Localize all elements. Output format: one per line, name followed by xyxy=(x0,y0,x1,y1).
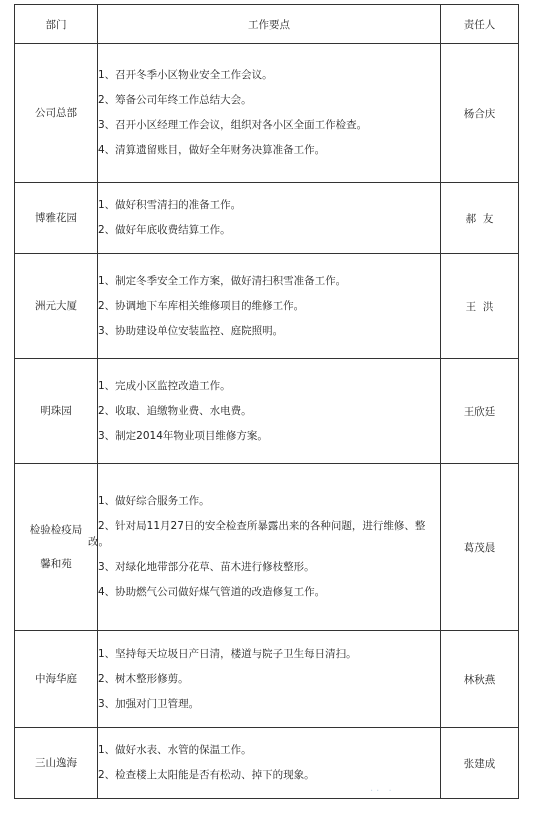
faint-watermark: ·· · xyxy=(370,786,395,797)
dept-cell xyxy=(15,254,98,359)
task-item: 1、做好积雪清扫的准备工作。 xyxy=(98,199,242,211)
task-item: 2、树木整形修剪。 xyxy=(98,672,189,685)
owner-cell: 郝 友 xyxy=(441,183,519,254)
dept-cell xyxy=(15,183,98,254)
dept-cell xyxy=(15,631,98,728)
tasks-cell xyxy=(98,183,441,254)
dept-name: 明珠园 xyxy=(40,405,72,417)
header-row xyxy=(15,5,519,44)
owner-cell: 王 洪 xyxy=(441,254,519,359)
tasks-cell xyxy=(88,464,441,631)
task-item: 2、筹备公司年终工作总结大会。 xyxy=(98,94,252,106)
table-row xyxy=(15,728,519,799)
task-item: 1、坚持每天垃圾日产日清，楼道与院子卫生每日清扫。 xyxy=(98,647,357,660)
dept-cell xyxy=(15,359,98,464)
task-item: 4、清算遗留账目，做好全年财务决算准备工作。 xyxy=(98,144,326,156)
task-item: 1、召开冬季小区物业安全工作会议。 xyxy=(98,69,273,81)
table-row xyxy=(15,254,519,359)
dept-name: 洲元大厦 xyxy=(35,300,77,312)
task-item: 2、针对局11月27日的安全检查所暴露出来的各种问题，进行维修、整改。 xyxy=(88,520,426,548)
tasks-cell xyxy=(98,44,441,183)
task-item: 2、收取、追缴物业费、水电费。 xyxy=(98,404,252,417)
owner-cell: 葛茂晨 xyxy=(441,464,519,631)
task-item: 2、检查楼上太阳能是否有松动、掉下的现象。 xyxy=(98,769,315,781)
task-item: 1、做好综合服务工作。 xyxy=(98,495,210,507)
task-item: 3、对绿化地带部分花草、苗木进行修枝整形。 xyxy=(98,561,315,573)
task-item: 2、协调地下车库相关维修项目的维修工作。 xyxy=(98,299,305,312)
dept-name: 馨和苑 xyxy=(40,558,72,570)
header-dept: 部门 xyxy=(15,5,98,44)
task-item: 2、做好年底收费结算工作。 xyxy=(98,224,231,236)
tasks-cell xyxy=(98,631,441,728)
owner-cell: 王欣廷 xyxy=(441,359,519,464)
dept-name: 检验检疫局 xyxy=(29,524,83,536)
task-item: 4、协助燃气公司做好煤气管道的改造修复工作。 xyxy=(98,586,326,598)
task-item: 1、做好水表、水管的保温工作。 xyxy=(98,744,252,756)
dept-name: 中海华庭 xyxy=(35,673,77,685)
tasks-cell xyxy=(98,359,441,464)
task-item: 1、完成小区监控改造工作。 xyxy=(98,379,231,392)
header-tasks: 工作要点 xyxy=(98,5,441,44)
work-plan-table xyxy=(14,4,519,799)
table-row xyxy=(15,464,519,631)
task-item: 3、协助建设单位安装监控、庭院照明。 xyxy=(98,324,284,337)
owner-cell: 林秋燕 xyxy=(441,631,519,728)
task-item: 3、召开小区经理工作会议，组织对各小区全面工作检查。 xyxy=(98,119,368,131)
table-row xyxy=(15,44,519,183)
dept-name: 公司总部 xyxy=(35,107,77,119)
tasks-cell xyxy=(98,254,441,359)
table-row xyxy=(15,359,519,464)
owner-cell: 杨合庆 xyxy=(441,44,519,183)
dept-name: 博雅花园 xyxy=(35,212,77,224)
dept-cell xyxy=(15,464,98,631)
task-item: 3、制定2014年物业项目维修方案。 xyxy=(98,429,268,442)
owner-cell: 张建成 xyxy=(441,728,519,799)
dept-cell xyxy=(15,728,98,799)
task-item: 1、制定冬季安全工作方案，做好清扫积雪准备工作。 xyxy=(98,274,347,287)
header-owner: 责任人 xyxy=(441,5,519,44)
dept-name: 三山逸海 xyxy=(35,757,77,769)
task-item: 3、加强对门卫管理。 xyxy=(98,697,200,710)
table-row xyxy=(15,631,519,728)
dept-cell xyxy=(15,44,98,183)
table-row xyxy=(15,183,519,254)
